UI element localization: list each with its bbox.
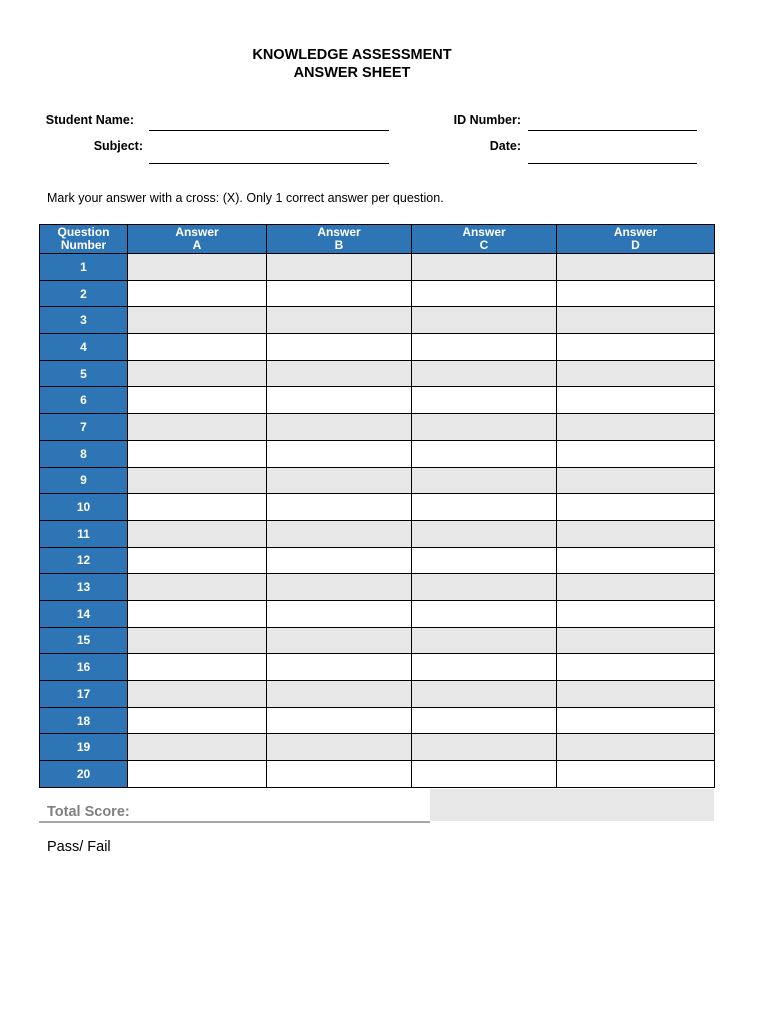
total-score-underline [39,821,430,823]
answer-c-cell[interactable] [412,254,557,281]
answer-b-cell[interactable] [267,627,412,654]
table-row [40,360,715,387]
question-number: 15 [40,627,128,654]
answer-c-cell[interactable] [412,387,557,414]
table-row [40,254,715,281]
answer-a-cell[interactable] [128,387,267,414]
question-number: 9 [40,467,128,494]
answer-c-cell[interactable] [412,574,557,601]
answer-d-cell[interactable] [557,494,715,521]
header-line: Answer [317,225,361,239]
answer-c-cell[interactable] [412,734,557,761]
answer-a-cell[interactable] [128,574,267,601]
question-number: 5 [40,360,128,387]
answer-b-cell[interactable] [267,280,412,307]
answer-d-cell[interactable] [557,520,715,547]
instructions: Mark your answer with a cross: (X). Only 1 correct answer per question. [47,191,444,205]
question-number: 3 [40,307,128,334]
header-line: Question [57,225,110,239]
answer-b-cell[interactable] [267,547,412,574]
table-row [40,707,715,734]
question-number: 1 [40,254,128,281]
date-field[interactable] [528,163,697,164]
table-row [40,280,715,307]
question-number: 2 [40,280,128,307]
answer-d-cell[interactable] [557,414,715,441]
answer-b-cell[interactable] [267,414,412,441]
question-number: 12 [40,547,128,574]
answer-c-cell[interactable] [412,681,557,708]
answer-d-cell[interactable] [557,600,715,627]
answer-a-cell[interactable] [128,707,267,734]
answer-b-cell[interactable] [267,494,412,521]
header-row [40,225,715,254]
answer-b-cell[interactable] [267,600,412,627]
answer-a-cell[interactable] [128,681,267,708]
table-row [40,494,715,521]
header-answer-b [267,225,412,254]
table-row [40,520,715,547]
answer-d-cell[interactable] [557,254,715,281]
answer-c-cell[interactable] [412,520,557,547]
answer-c-cell[interactable] [412,440,557,467]
answer-a-cell[interactable] [128,654,267,681]
table-row [40,761,715,788]
answer-c-cell[interactable] [412,707,557,734]
id-number-field[interactable] [528,130,697,131]
answer-d-cell[interactable] [557,360,715,387]
answer-d-cell[interactable] [557,547,715,574]
question-number: 7 [40,414,128,441]
table-row [40,681,715,708]
table-row [40,334,715,361]
answer-c-cell[interactable] [412,654,557,681]
question-number: 16 [40,654,128,681]
question-number: 18 [40,707,128,734]
table-row [40,414,715,441]
total-score-box[interactable] [430,789,714,821]
header-line: D [631,238,640,252]
answer-a-cell[interactable] [128,761,267,788]
answer-b-cell[interactable] [267,307,412,334]
answer-a-cell[interactable] [128,600,267,627]
answer-a-cell[interactable] [128,520,267,547]
question-number: 14 [40,600,128,627]
answer-c-cell[interactable] [412,334,557,361]
total-score-label: Total Score: [47,804,130,820]
answer-d-cell[interactable] [557,387,715,414]
student-name-label: Student Name: [45,113,134,127]
answer-a-cell[interactable] [128,280,267,307]
answer-d-cell[interactable] [557,307,715,334]
header-line: Answer [175,225,219,239]
answer-c-cell[interactable] [412,761,557,788]
answer-b-cell[interactable] [267,654,412,681]
page-title [0,46,704,82]
question-number: 8 [40,440,128,467]
question-number: 19 [40,734,128,761]
student-name-field[interactable] [149,130,389,131]
header-line: Answer [462,225,506,239]
table-row [40,734,715,761]
answer-b-cell[interactable] [267,681,412,708]
answer-b-cell[interactable] [267,360,412,387]
answer-d-cell[interactable] [557,627,715,654]
header-line: Number [60,238,107,252]
answer-c-cell[interactable] [412,600,557,627]
table-row [40,627,715,654]
header-answer-a [128,225,267,254]
answer-b-cell[interactable] [267,387,412,414]
question-number: 20 [40,761,128,788]
question-number: 11 [40,520,128,547]
table-row [40,574,715,601]
table-row [40,387,715,414]
question-number: 13 [40,574,128,601]
header-line: A [192,238,202,252]
table-row [40,467,715,494]
table-row [40,440,715,467]
table-row [40,547,715,574]
answer-c-cell[interactable] [412,467,557,494]
table-row [40,654,715,681]
date-label: Date: [489,139,521,153]
answer-a-cell[interactable] [128,627,267,654]
answer-b-cell[interactable] [267,440,412,467]
answer-c-cell[interactable] [412,280,557,307]
answer-a-cell[interactable] [128,494,267,521]
answer-a-cell[interactable] [128,414,267,441]
answer-d-cell[interactable] [557,734,715,761]
header-answer-d [557,225,715,254]
answer-b-cell[interactable] [267,761,412,788]
answer-a-cell[interactable] [128,307,267,334]
answer-b-cell[interactable] [267,574,412,601]
answer-b-cell[interactable] [267,467,412,494]
id-number-label: ID Number: [453,113,521,127]
question-number: 6 [40,387,128,414]
question-number: 4 [40,334,128,361]
header-line: Answer [613,225,658,239]
answer-d-cell[interactable] [557,440,715,467]
answer-d-cell[interactable] [557,280,715,307]
answer-d-cell[interactable] [557,707,715,734]
answer-c-cell[interactable] [412,494,557,521]
header-answer-c [412,225,557,254]
table-row [40,600,715,627]
answer-b-cell[interactable] [267,520,412,547]
answer-d-cell[interactable] [557,761,715,788]
answer-a-cell[interactable] [128,360,267,387]
answer-grid [39,224,715,788]
header-line: B [334,238,344,252]
answer-c-cell[interactable] [412,414,557,441]
pass-fail-label: Pass/ Fail [47,839,111,855]
answer-d-cell[interactable] [557,334,715,361]
title-line-2: ANSWER SHEET [293,65,411,81]
answer-d-cell[interactable] [557,467,715,494]
answer-d-cell[interactable] [557,654,715,681]
subject-label: Subject: [93,139,143,153]
answer-a-cell[interactable] [128,440,267,467]
answer-b-cell[interactable] [267,707,412,734]
header-line: C [479,238,489,252]
answer-c-cell[interactable] [412,360,557,387]
answer-d-cell[interactable] [557,574,715,601]
table-row [40,307,715,334]
answer-b-cell[interactable] [267,254,412,281]
answer-a-cell[interactable] [128,547,267,574]
title-line-1: KNOWLEDGE ASSESSMENT [252,47,452,63]
answer-a-cell[interactable] [128,467,267,494]
answer-b-cell[interactable] [267,734,412,761]
answer-b-cell[interactable] [267,334,412,361]
question-number: 17 [40,681,128,708]
answer-a-cell[interactable] [128,334,267,361]
answer-c-cell[interactable] [412,547,557,574]
answer-a-cell[interactable] [128,254,267,281]
answer-d-cell[interactable] [557,681,715,708]
answer-c-cell[interactable] [412,307,557,334]
subject-field[interactable] [149,163,389,164]
question-number: 10 [40,494,128,521]
header-question-number [40,225,128,254]
answer-c-cell[interactable] [412,627,557,654]
answer-a-cell[interactable] [128,734,267,761]
